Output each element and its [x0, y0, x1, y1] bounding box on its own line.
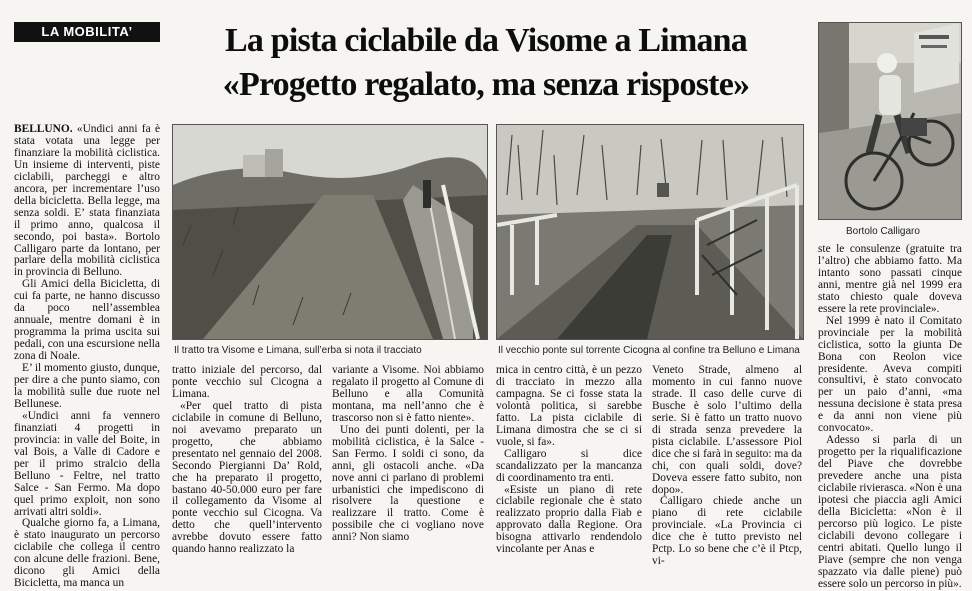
article-column-3 [332, 365, 484, 550]
article-column-1 [14, 123, 160, 590]
paragraph: ste le consulenze (gratuite tra l’altro) che abbiamo fatto. Ma intanto sono passati cinque anni, mentre già nel 1999 era stato chiesto quale doveva essere la rete provinciale». [818, 243, 962, 315]
section-tag: LA MOBILITA’ [14, 22, 160, 42]
photo-cicogna-old-bridge [496, 124, 804, 340]
paragraph: «Undici anni fa vennero finanziati 4 progetti in provincia: in valle del Boite, in val Bois, a Valle di Cadore e per il primo stralcio della Belluno - Feltre, nel tratto Salce - San Fermo. Ma dopo quel primo exploit, non sono arrivati altri soldi». [14, 409, 160, 518]
article-column-2 [172, 364, 322, 556]
paragraph: «Per quel tratto di pista ciclabile in comune di Belluno, noi avevamo preparato un progetto, che abbiamo presentato nel gennaio del 2008. Secondo Piergianni Da’ Rold, che ha preparato il progetto, bastano 40-50.000 euro per fare il collegamento da Visome al ponte vecchio sul Cicogna. Va detto che quell’intervento avrebbe dovuto essere fatto quando hanno realizzato la [172, 399, 322, 556]
paragraph: tratto iniziale del percorso, dal ponte vecchio sul Cicogna a Limana. [172, 364, 322, 400]
paragraph: «Esiste un piano di rete ciclabile regionale che è stato realizzato proprio dalla Fiab e approvato dalla Regione. Ora bisogna attivarlo rendendolo vincolante per Anas e [496, 483, 642, 556]
paragraph: Veneto Strade, almeno al momento in cui fanno nuove strade. Il caso delle curve di Busche è solo l’ultimo della serie. Si è fatto un tratto nuovo di strada senza prevedere la pista ciclabile. L’assessore Piol dice che si farà in seguito: ma da chi, con quali soldi, dove? Doveva essere fatto subito, non dopo». [652, 364, 802, 496]
photo-bortolo-calligaro [818, 22, 962, 220]
paragraph: Adesso si parla di un progetto per la riqualificazione del Piave che dovrebbe prevedere anche una pista ciclabile rivierasca. «Non è una ipotesi che piaccia agli Amici della Bicicletta: «Non è il percorso più logico. Le piste ciclabili devono collegare i centri abitati. Quello lungo il Piave (sempre che non venga spazzato via dalle piene) può essere solo un percorso in più». [818, 434, 962, 590]
paragraph: E’ il momento giusto, dunque, per dire a che punto siamo, con la mobilità sulle due ruote nel Bellunese. [14, 362, 160, 410]
headline-line-2: «Progetto regalato, ma senza risposte» [222, 66, 750, 103]
paragraph [14, 124, 160, 279]
caption-left-photo: Il tratto tra Visome e Limana, sull’erba si nota il tracciato [174, 345, 422, 356]
paragraph: Calligaro chiede anche un piano di rete ciclabile provinciale. «La Provincia ci dice che è tutto previsto nel Pctp. Lo so bene che c’è il Ptcp, vi- [652, 495, 802, 568]
paragraph: Gli Amici della Bicicletta, di cui fa parte, ne hanno discusso da poco nell’assemblea annuale, mentre domani è in programma la prima uscita sui pedali, con una escursione nella zona di Noale. [14, 278, 160, 363]
caption-right-photo: Bortolo Calligaro [846, 226, 920, 237]
paragraph: Uno dei punti dolenti, per la mobilità ciclistica, è la Salce - San Fermo. I soldi ci sono, da anni, gli ostacoli anche. «Da nove anni ci parlano di problemi urbanistici che impediscono di risolvere la questione e realizzare il tratto. Come è possibile che ci vogliano nove anni? Non siamo [332, 423, 484, 544]
paragraph: variante a Visome. Noi abbiamo regalato il progetto al Comune di Belluno e alla Comunità montana, ma nell’anno che è trascorso non si è fatto niente». [332, 364, 484, 424]
headline-line-1: La pista ciclabile da Visome a Limana [225, 22, 747, 59]
photo-visome-limana-path [172, 124, 488, 340]
paragraph: Nel 1999 è nato il Comitato provinciale per la mobilità ciclistica, sotto la giunta De Bona con Reolon vice presidente. Aveva compiti consultivi, è stato convocato per un paio d’anni, «ma nessuna decisione è stata presa e da anni non viene più convocato». [818, 314, 962, 435]
dateline: BELLUNO. [14, 123, 73, 135]
paragraph-text: «Undici anni fa è stata votata una legge per finanziare la mobilità ciclistica. Un insieme di interventi, piste ciclabili, parcheggi e altro ancora, per incrementare l’uso della bicicletta. Bella legge, ma senza soldi. E’ stata finanziata il primo anno, qualcosa il secondo, poi basta». Bortolo Calligaro parte da lontano, per parlare della mobilità ciclistica in provincia di Belluno. [14, 123, 160, 279]
paragraph: Qualche giorno fa, a Limana, è stato inaugurato un percorso ciclabile che collega il centro con alcune delle frazioni. Bene, dicono gli Amici della Bicicletta, ma manca un [14, 517, 160, 590]
caption-middle-photo: Il vecchio ponte sul torrente Cicogna al confine tra Belluno e Limana [498, 345, 800, 356]
paragraph: mica in centro città, è un pezzo di tracciato in mezzo alla campagna. Se ci fosse stata la volontà politica, si sarebbe fatto. La pista ciclabile di Limana dimostra che se ci si vuole, si fa». [496, 364, 642, 448]
article-column-6 [818, 243, 962, 590]
article-column-5 [652, 364, 802, 568]
paragraph: Calligaro si dice scandalizzato per la mancanza di coordinamento tra enti. [496, 447, 642, 484]
article-column-4 [496, 364, 642, 556]
